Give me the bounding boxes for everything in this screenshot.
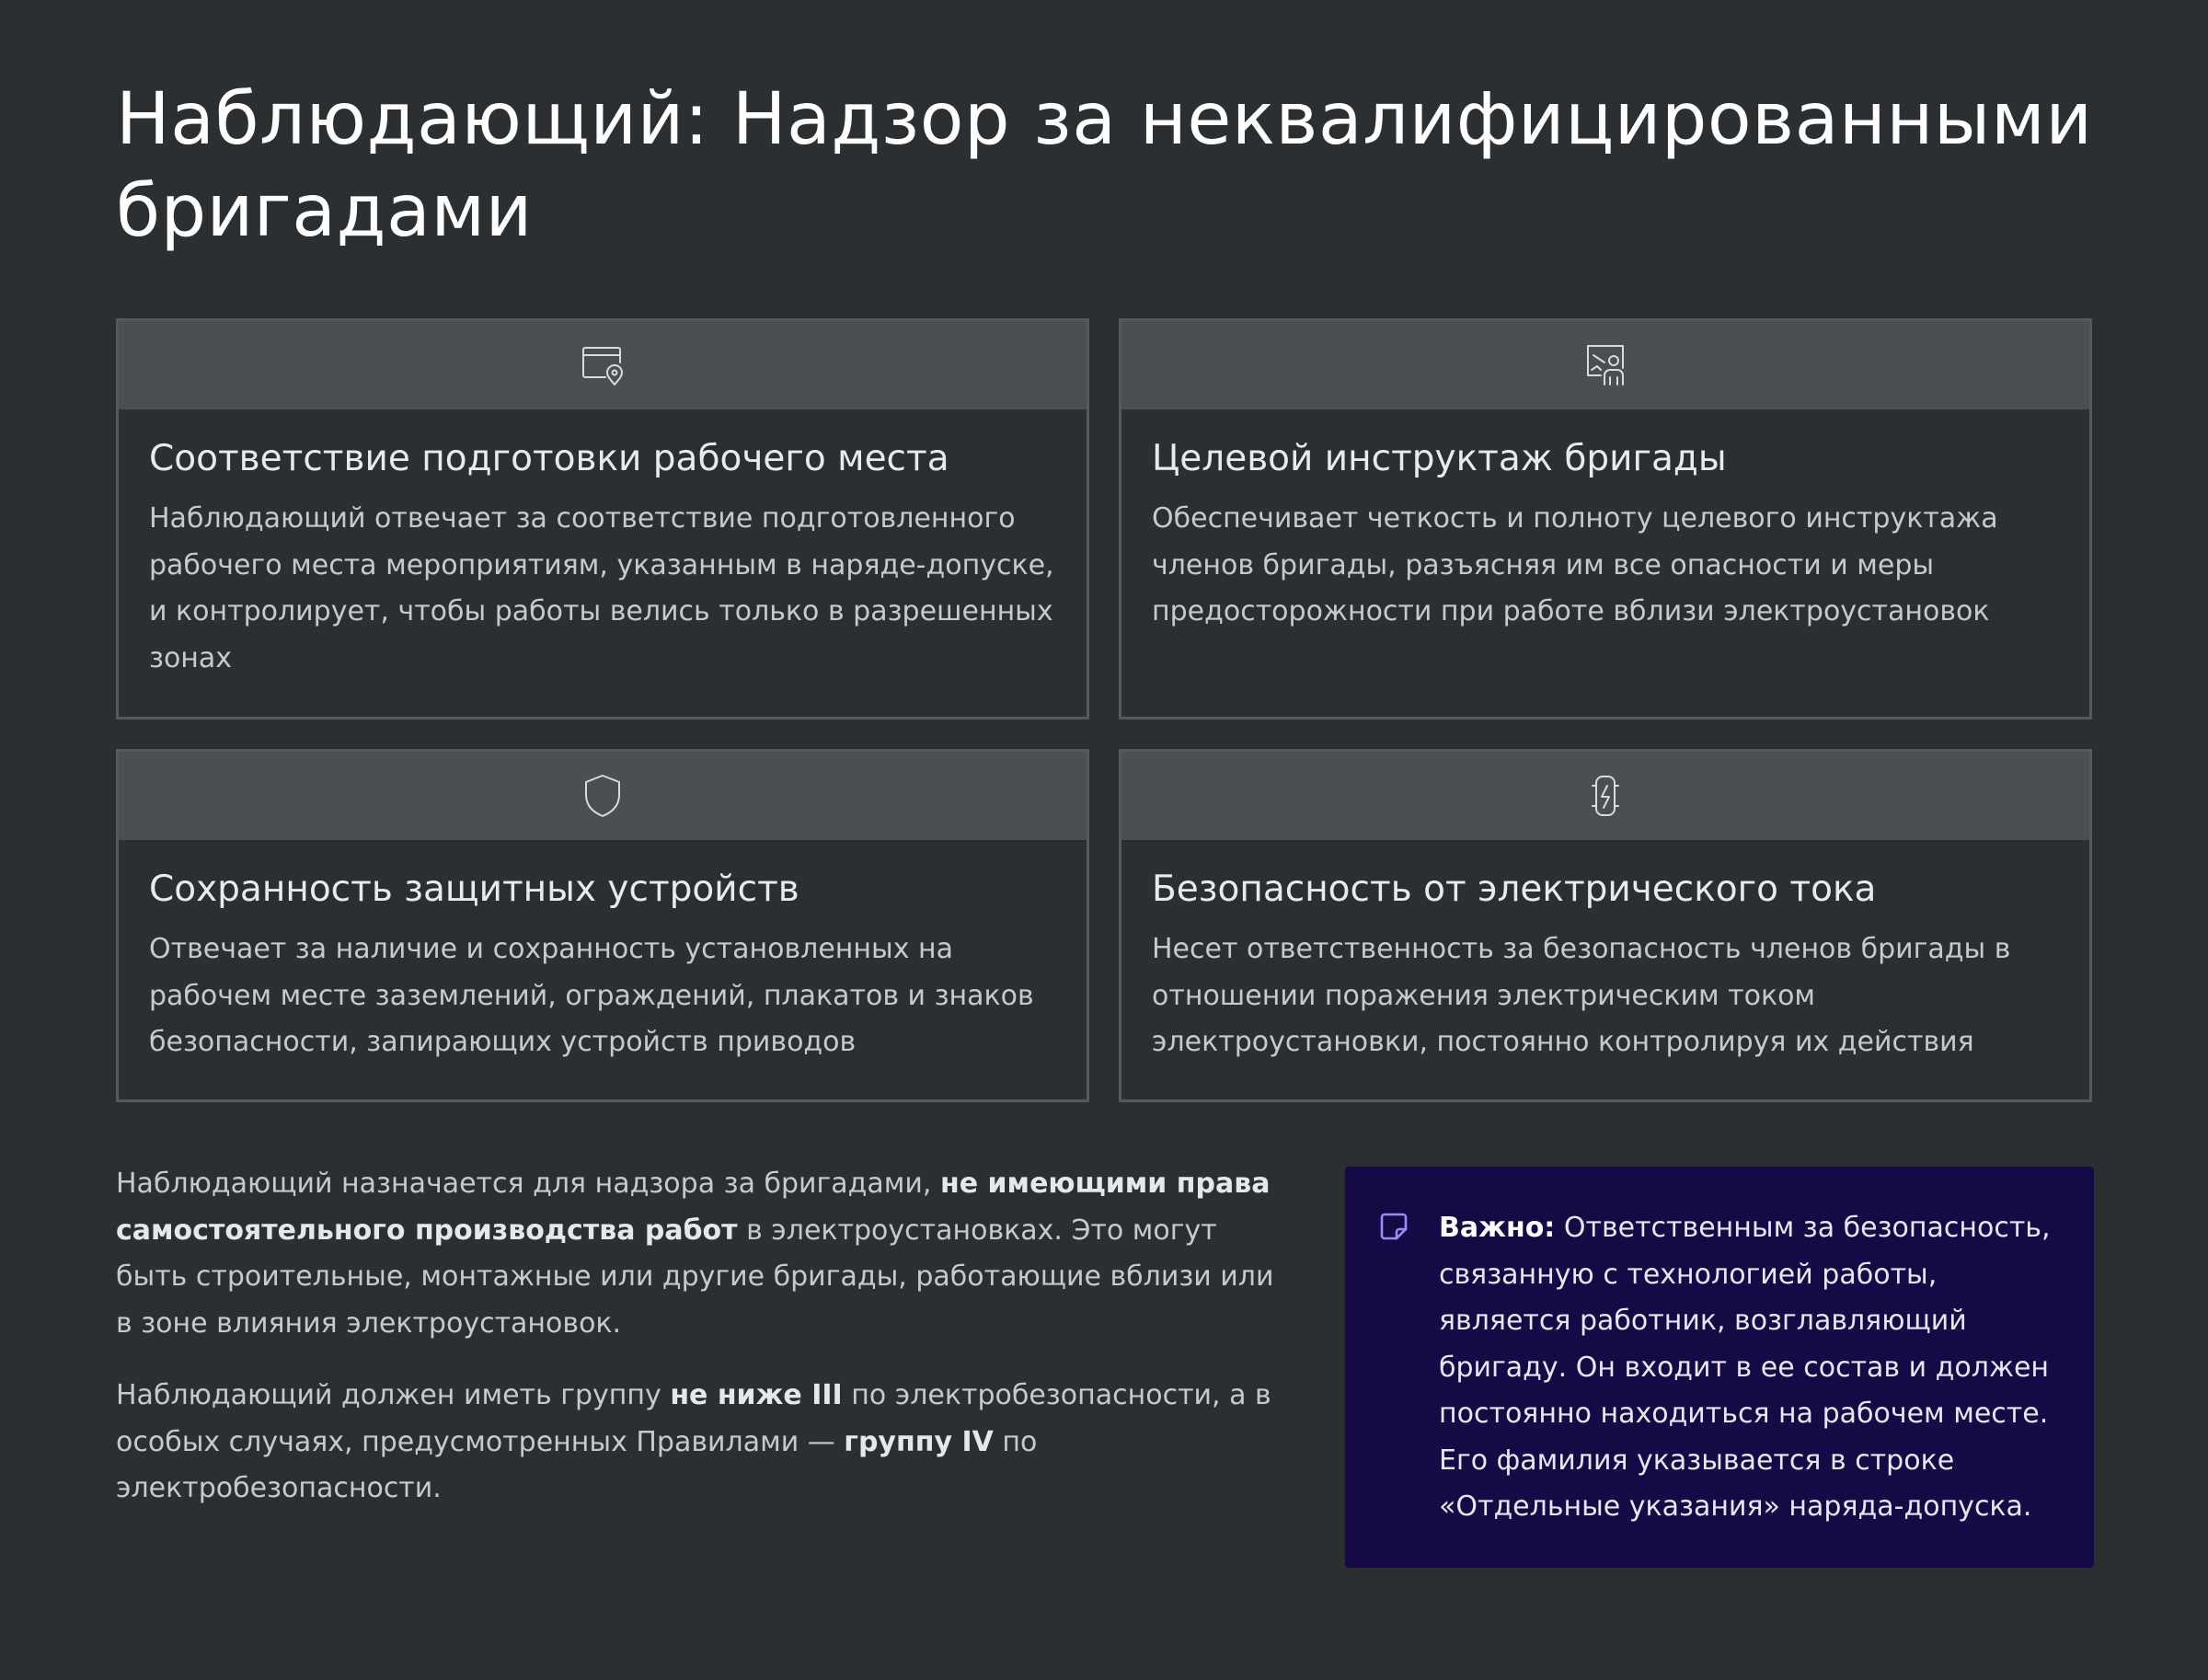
instructor-board-icon xyxy=(1581,340,1630,390)
text-span: по электробезопасности. xyxy=(116,1425,1038,1504)
card-text: Обеспечивает четкость и полноту целевого инструктажа членов бригады, разъясняя им все опасности и меры предосторожности при работе вблизи электроустановок xyxy=(1152,502,1998,627)
card-protective-devices xyxy=(116,749,1089,1102)
electric-hazard-icon xyxy=(1581,771,1630,821)
card-header xyxy=(119,321,1087,409)
note-text xyxy=(1439,1205,2066,1531)
important-note xyxy=(1345,1167,2094,1568)
emphasis-text: не имеющими права самостоятельного производства работ xyxy=(116,1168,1271,1247)
card-title: Целевой инструктаж бригады xyxy=(1152,438,1727,479)
emphasis-text: группу IV xyxy=(844,1425,994,1458)
card-text: Наблюдающий отвечает за соответствие подготовленного рабочего места мероприятиям, указанным в наряде-допуске, и контролирует, чтобы работы велись только в разрешенных зонах xyxy=(149,502,1054,674)
note-body: Ответственным за безопасность, связанную с технологией работы, является работник, возглавляющий бригаду. Он входит в ее состав и должен постоянно находиться на рабочем месте. Его фамилия указывается в строке «Отдельные указания» наряда-допуска. xyxy=(1439,1212,2051,1523)
map-pin-window-icon xyxy=(578,340,627,390)
text-span: в электроустановках. Это могут быть строительные, монтажные или другие бригады, работающие вблизи или в зоне влияния электроустановок. xyxy=(116,1214,1274,1340)
assignment-paragraph xyxy=(116,1161,1284,1347)
card-title: Сохранность защитных устройств xyxy=(149,869,799,910)
emphasis-text: не ниже III xyxy=(670,1379,843,1411)
card-electrical-safety xyxy=(1119,749,2092,1102)
text-span: по электробезопасности, а в особых случаях, предусмотренных Правилами — xyxy=(116,1379,1271,1458)
card-text: Несет ответственность за безопасность членов бригады в отношении поражения электрическим током электроустановки, постоянно контролируя их действия xyxy=(1152,933,2011,1058)
page-title: Наблюдающий: Надзор за неквалифицированными бригадами xyxy=(116,78,2093,253)
note-icon xyxy=(1378,1211,1409,1242)
card-header xyxy=(119,752,1087,840)
text-span: Наблюдающий назначается для надзора за бригадами, xyxy=(116,1168,941,1200)
card-title: Соответствие подготовки рабочего места xyxy=(149,438,949,479)
card-workplace-preparation xyxy=(116,318,1089,719)
card-target-briefing xyxy=(1119,318,2092,719)
shield-icon xyxy=(578,771,627,821)
text-span: Наблюдающий должен иметь группу xyxy=(116,1379,671,1411)
card-header xyxy=(1121,321,2089,409)
qualification-paragraph xyxy=(116,1373,1284,1513)
card-header xyxy=(1121,752,2089,840)
card-text: Отвечает за наличие и сохранность установленных на рабочем месте заземлений, ограждений, плакатов и знаков безопасности, запирающих устройств приводов xyxy=(149,933,1034,1058)
card-title: Безопасность от электрического тока xyxy=(1152,869,1877,910)
note-label: Важно: xyxy=(1439,1212,1556,1244)
